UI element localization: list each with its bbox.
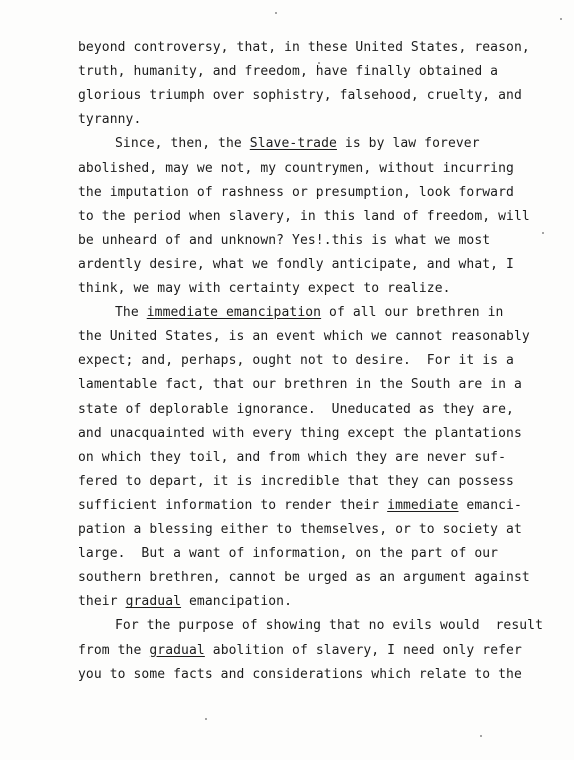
text-segment: truth, humanity, and freedom, have finally obtained a: [78, 64, 499, 80]
text-line: [115, 618, 543, 634]
text-line: [78, 377, 522, 393]
text-line: [78, 353, 514, 369]
underlined-phrase: immediate: [387, 497, 459, 513]
text-line: [78, 257, 514, 273]
text-segment: emanci-: [458, 497, 522, 513]
text-line: [78, 281, 451, 297]
text-segment: tyranny.: [78, 112, 142, 128]
text-segment: For the purpose of showing that no evils would result: [115, 618, 544, 634]
text-line: [78, 40, 530, 56]
text-segment: ardently desire, what we fondly anticipate, and what, I: [78, 256, 514, 272]
text-segment: sufficient information to render their: [78, 497, 388, 513]
text-segment: and unacquainted with every thing except the plantations: [78, 425, 522, 441]
scan-speck: [275, 12, 277, 14]
underlined-phrase: Slave-trade: [249, 136, 337, 152]
text-segment: state of deplorable ignorance. Uneducated as they are,: [78, 401, 514, 417]
scan-speck: [560, 18, 562, 20]
text-line: [78, 88, 522, 104]
text-line: [78, 112, 141, 128]
text-segment: fered to depart, it is incredible that they can possess: [78, 473, 514, 489]
text-line: [78, 522, 522, 538]
text-line: [78, 667, 522, 683]
text-segment: on which they toil, and from which they are never suf-: [78, 449, 507, 465]
text-line: [78, 643, 522, 659]
text-line: [78, 209, 530, 225]
text-segment: you to some facts and considerations which relate to the: [78, 666, 522, 682]
text-segment: large. But a want of information, on the part of our: [78, 546, 499, 562]
text-line: [78, 570, 530, 586]
text-segment: be unheard of and unknown? Yes!.this is what we most: [78, 232, 491, 248]
text-segment: think, we may with certainty expect to realize.: [78, 281, 451, 296]
text-segment: pation a blessing either to themselves, or to society at: [78, 522, 522, 537]
underlined-phrase: gradual: [149, 642, 205, 658]
text-segment: expect; and, perhaps, ought not to desire. For it is a: [78, 353, 514, 369]
scan-speck: [542, 232, 544, 234]
text-segment: abolition of slavery, I need only refer: [204, 642, 522, 658]
text-segment: southern brethren, cannot be urged as an argument against: [78, 570, 530, 586]
text-segment: the imputation of rashness or presumption, look forward: [78, 184, 514, 200]
text-segment: Since, then, the: [115, 136, 250, 152]
underlined-phrase: immediate emancipation: [146, 305, 322, 321]
text-segment: of all our brethren in: [321, 305, 504, 321]
text-line: [78, 450, 506, 466]
scan-speck: [318, 62, 320, 64]
text-line: [78, 161, 514, 177]
scan-speck: [205, 718, 207, 720]
text-segment: to the period when slavery, in this land of freedom, will: [78, 208, 530, 224]
text-line: [115, 136, 480, 152]
text-line: [115, 305, 503, 321]
text-segment: from the: [78, 642, 150, 658]
text-segment: their: [78, 594, 126, 610]
text-line: [78, 498, 522, 514]
text-segment: lamentable fact, that our brethren in the South are in a: [78, 377, 522, 393]
text-line: [78, 329, 530, 345]
text-segment: abolished, may we not, my countrymen, without incurring: [78, 160, 514, 176]
text-line: [78, 426, 522, 442]
text-segment: The: [115, 305, 147, 321]
text-line: [78, 64, 498, 80]
text-line: [78, 594, 292, 610]
text-line: [78, 474, 514, 490]
text-line: [78, 402, 514, 418]
text-segment: glorious triumph over sophistry, falsehood, cruelty, and: [78, 88, 522, 104]
text-line: [78, 233, 490, 249]
text-segment: the United States, is an event which we cannot reasonably: [78, 329, 530, 345]
scan-speck: [480, 735, 482, 737]
text-line: [78, 185, 514, 201]
text-line: [78, 546, 498, 562]
text-segment: is by law forever: [336, 136, 480, 152]
underlined-phrase: gradual: [125, 594, 182, 610]
text-segment: emancipation.: [181, 594, 293, 610]
text-segment: beyond controversy, that, in these United States, reason,: [78, 40, 530, 55]
